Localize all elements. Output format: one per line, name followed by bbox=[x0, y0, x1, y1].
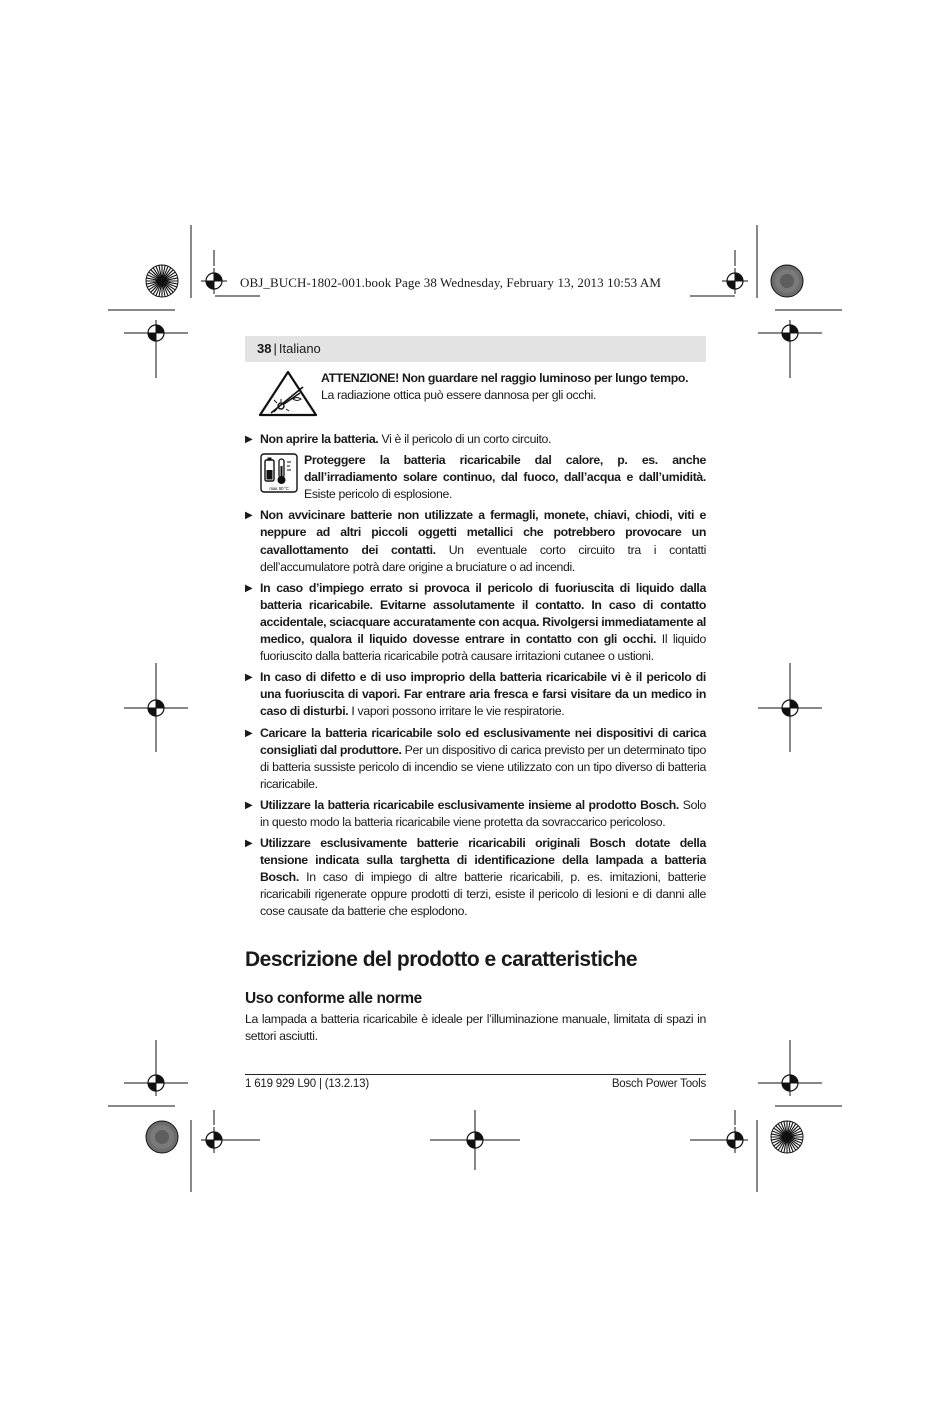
list-item bbox=[245, 580, 706, 665]
bullet-arrow-icon: ▶ bbox=[245, 582, 253, 594]
battery-heat-warning-icon bbox=[260, 453, 298, 493]
laser-warning-text: La radiazione ottica può essere dannosa per gli occhi. bbox=[321, 388, 597, 403]
heat-warning-block bbox=[260, 452, 706, 503]
bullet-text: Vi è il pericolo di un corto circuito. bbox=[378, 432, 552, 446]
bullet-bold-text: Utilizzare la batteria ricaricabile esclusivamente insieme al prodotto Bosch. bbox=[260, 797, 679, 812]
bullet-text: Il liquido fuoriuscito dalla batteria ricaricabile potrà causare irritazioni cutanee o ustioni. bbox=[260, 632, 706, 664]
bullet-arrow-icon: ▶ bbox=[245, 510, 253, 522]
main-content bbox=[245, 369, 706, 1045]
bullet-arrow-icon: ▶ bbox=[245, 727, 253, 739]
list-item bbox=[245, 431, 706, 448]
heat-warning-text: Esiste pericolo di esplosione. bbox=[304, 487, 453, 502]
header-separator: | bbox=[273, 341, 277, 356]
bullet-bold-text: Utilizzare esclusivamente batterie ricaricabili originali Bosch dotate della tensione indicata sulla targhetta di identificazione della lampada a batteria Bosch. bbox=[260, 836, 706, 885]
footer-brand: Bosch Power Tools bbox=[611, 1078, 706, 1090]
bullet-bold-text: Non avvicinare batterie non utilizzate a fermagli, monete, chiavi, chiodi, viti e neppure ad altri piccoli oggetti metallici che potrebbero provocare un cavallottamento dei contatti. bbox=[260, 508, 706, 557]
bullet-bold-text: Caricare la batteria ricaricabile solo ed esclusivamente nei dispositivi di carica consigliati dal produttore. bbox=[260, 725, 706, 757]
intended-use-paragraph: La lampada a batteria ricaricabile è ideale per l’illuminazione manuale, limitata di spazi in settori asciutti. bbox=[245, 1011, 706, 1043]
list-item bbox=[245, 797, 706, 831]
page-language: Italiano bbox=[278, 341, 321, 356]
heat-warning-bold: Proteggere la batteria ricaricabile dal calore, p. es. anche dall’irradiamento solare continuo, dal fuoco, dall’acqua e dall’umidità. bbox=[304, 453, 706, 485]
list-item bbox=[245, 725, 706, 793]
bullet-bold-text: In caso di difetto e di uso improprio della batteria ricaricabile vi è il pericolo di una fuoriuscita di vapori. Far entrare aria fresca e farsi visitare da un medico in caso di disturbi. bbox=[260, 670, 706, 719]
page-footer bbox=[245, 1074, 706, 1090]
bullet-bold-text: Non aprire la batteria. bbox=[260, 432, 379, 446]
subsection-title: Uso conforme alle norme bbox=[245, 989, 422, 1007]
list-item bbox=[245, 835, 706, 920]
bullet-arrow-icon: ▶ bbox=[245, 838, 253, 850]
bullet-text: I vapori possono irritare le vie respiratorie. bbox=[348, 704, 565, 719]
page-header bbox=[245, 336, 706, 362]
bullet-text: Un eventuale corto circuito tra i contatti dell’accumulatore potrà dare origine a bruciature o ad incendi. bbox=[260, 542, 707, 574]
laser-warning-title: ATTENZIONE! Non guardare nel raggio luminoso per lungo tempo. bbox=[321, 371, 689, 385]
bullet-arrow-icon: ▶ bbox=[245, 434, 253, 445]
laser-warning-icon bbox=[257, 369, 319, 419]
laser-warning-block bbox=[245, 369, 706, 419]
bullet-arrow-icon: ▶ bbox=[245, 799, 253, 811]
list-item bbox=[245, 507, 706, 575]
bullet-text: Per un dispositivo di carica previsto per un determinato tipo di batteria sussiste pericolo di incendio se viene utilizzato con un tipo diverso di batteria ricaricabile. bbox=[260, 742, 706, 791]
footer-doc-number: 1 619 929 L90 | (13.2.13) bbox=[245, 1078, 369, 1090]
file-header: OBJ_BUCH-1802-001.book Page 38 Wednesday, February 13, 2013 10:53 AM bbox=[240, 275, 662, 290]
bullet-arrow-icon: ▶ bbox=[245, 672, 253, 684]
page-number: 38 bbox=[257, 341, 272, 356]
list-item bbox=[245, 669, 706, 720]
bullet-text: Solo in questo modo la batteria ricaricabile viene protetta da sovraccarico pericoloso. bbox=[260, 797, 706, 829]
bullet-bold-text: In caso d’impiego errato si provoca il pericolo di fuoriuscita di liquido dalla batteria ricaricabile. Evitarne assolutamente il contatto. In caso di contatto accidentale, sciacquare accuratamente con acqua. Rivolgersi immediatamente al medico, qualora il liquido dovesse entrare in contatto con gli occhi. bbox=[260, 580, 707, 647]
heat-icon-label: max. 50 °C bbox=[269, 486, 289, 492]
section-title: Descrizione del prodotto e caratteristiche bbox=[245, 947, 638, 971]
bullet-text: In caso di impiego di altre batterie ricaricabili, p. es. imitazioni, batterie ricaricabili rigenerate oppure prodotti di terzi, esiste il pericolo di lesioni e di danni alle cose causate da batterie che esplodono. bbox=[260, 870, 706, 919]
